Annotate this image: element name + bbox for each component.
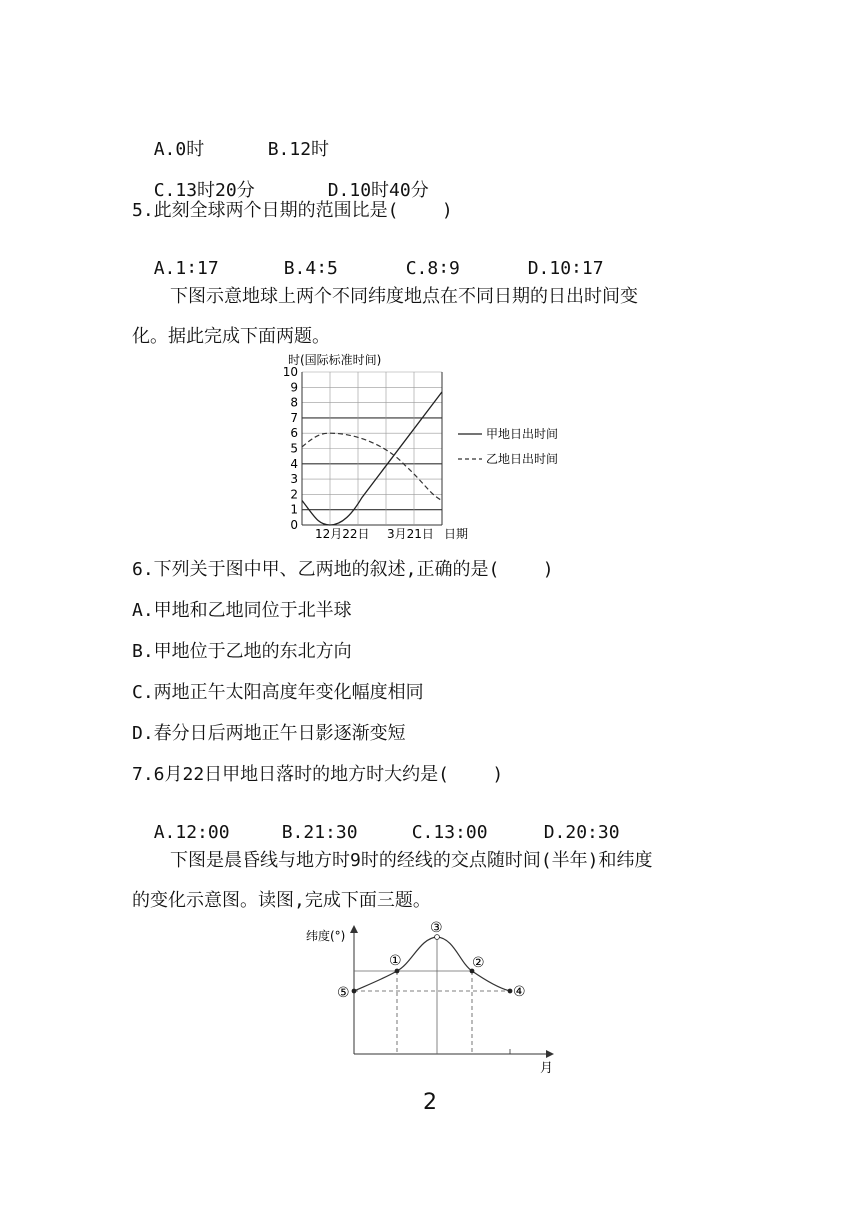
q5-stem: 5.此刻全球两个日期的范围比是( ) [132,200,453,221]
chart1-xlabel: 日期 [444,527,469,541]
q4-option-a: A.0时 [153,139,205,160]
xtick-dec22: 12月22日 [315,527,370,541]
chart1-grid [302,372,442,525]
q4-option-d: D.10时40分 [327,180,429,201]
terminator-chart [300,918,570,1078]
q7-option-a: A.12:00 [153,822,230,843]
series-jia-line [302,392,442,525]
chart1-ylabel: 时(国际标准时间) [288,353,382,367]
series-yi-line [302,433,442,500]
chart1-yticks [283,365,298,532]
intro2-line1: 下图是晨昏线与地方时9时的经线的交点随时间(半年)和纬度 [170,850,653,871]
q7-options [132,801,620,843]
intro2-line2: 的变化示意图。读图,完成下面三题。 [132,890,431,911]
chart1-ytick-label: 5 [290,441,298,456]
q5-options [132,237,604,279]
page-number: 2 [423,1090,437,1115]
q7-stem: 7.6月22日甲地日落时的地方时大约是( ) [132,764,504,785]
intro1-line2: 化。据此完成下面两题。 [132,326,330,347]
chart2-ylabel: 纬度(°) [306,929,346,943]
chart1-ytick-label: 0 [290,518,298,532]
q5-option-c: C.8∶9 [405,258,460,279]
point-1-dot [395,969,400,974]
chart1-ytick-label: 7 [290,410,298,425]
point-2-label: ② [472,955,485,971]
q4-option-c: C.13时20分 [153,180,255,201]
xtick-mar21: 3月21日 [387,527,434,541]
legend-yi-label: 乙地日出时间 [486,452,559,466]
q4-options-row1 [132,114,329,161]
point-5-dot [352,989,357,994]
chart1-ytick-label: 10 [282,365,298,379]
legend-jia-label: 甲地日出时间 [486,427,559,441]
q6-option-d: D.春分日后两地正午日影逐渐变短 [132,723,406,744]
q7-option-b: B.21:30 [281,822,358,843]
chart2-x-arrow [546,1050,554,1058]
q5-option-b: B.4∶5 [283,258,338,279]
q6-option-a: A.甲地和乙地同位于北半球 [132,600,352,621]
latitude-curve [354,937,510,991]
chart1-ytick-label: 9 [290,380,298,395]
q7-option-c: C.13:00 [411,822,488,843]
q4-options-row2 [132,155,429,202]
chart1-ytick-label: 4 [290,456,298,471]
chart1-ytick-label: 3 [290,472,298,487]
q5-option-d: D.10∶17 [527,258,604,279]
chart1-ytick-label: 8 [290,395,298,410]
point-4-label: ④ [513,984,526,1000]
point-3-label: ③ [430,920,443,936]
q6-option-b: B.甲地位于乙地的东北方向 [132,641,352,662]
q6-stem: 6.下列关于图中甲、乙两地的叙述,正确的是( ) [132,559,554,580]
q6-option-c: C.两地正午太阳高度年变化幅度相同 [132,682,424,703]
chart1-ytick-label: 2 [290,487,298,502]
chart1-ytick-label: 1 [290,502,298,517]
chart2-y-arrow [350,925,358,933]
q4-option-b: B.12时 [267,139,330,160]
point-1-label: ① [389,953,402,969]
chart1-ytick-label: 6 [290,426,298,441]
chart2-xlabel: 月 [540,1061,554,1076]
point-5-label: ⑤ [337,985,350,1001]
q5-option-a: A.1∶17 [153,258,219,279]
sunrise-chart [280,348,600,548]
q7-option-d: D.20:30 [543,822,620,843]
intro1-line1: 下图示意地球上两个不同纬度地点在不同日期的日出时间变 [170,286,638,307]
point-4-dot [508,989,513,994]
